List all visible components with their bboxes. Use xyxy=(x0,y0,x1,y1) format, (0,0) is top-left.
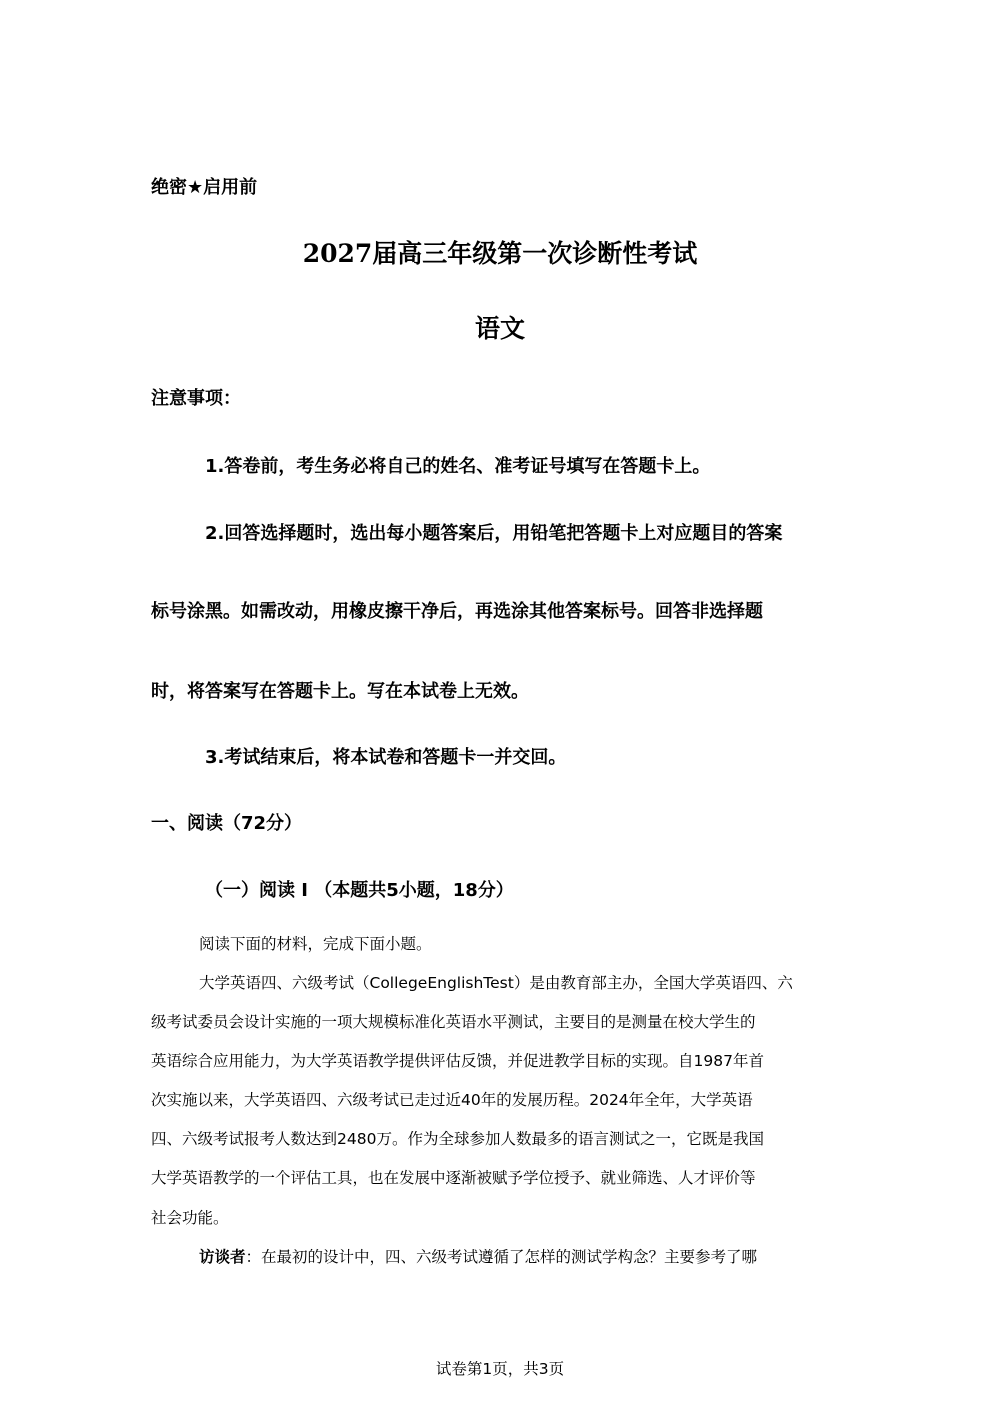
interview-line xyxy=(199,1245,757,1267)
notice-item-1: 1.答卷前，考生务必将自己的姓名、准考证号填写在答题卡上。 xyxy=(205,456,711,477)
passage-line: 大学英语教学的一个评估工具，也在发展中逐渐被赋予学位授予、就业筛选、人才评价等 xyxy=(151,1169,756,1187)
notices-heading: 注意事项： xyxy=(151,388,241,409)
notice-item-2-line-1: 2.回答选择题时，选出每小题答案后，用铅笔把答题卡上对应题目的答案 xyxy=(205,523,783,544)
interview-speaker: 访谈者 xyxy=(199,1248,246,1266)
exam-title: 2027届高三年级第一次诊断性考试 xyxy=(302,239,698,268)
passage-line: 四、六级考试报考人数达到2480万。作为全球参加人数最多的语言测试之一，它既是我国 xyxy=(151,1130,764,1148)
page-footer: 试卷第1页，共3页 xyxy=(435,1360,565,1378)
reading-instruction: 阅读下面的材料，完成下面小题。 xyxy=(199,935,432,953)
notice-item-2-line-2: 标号涂黑。如需改动，用橡皮擦干净后，再选涂其他答案标号。回答非选择题 xyxy=(151,601,763,622)
confidential-label: 绝密★启用前 xyxy=(151,177,258,198)
interview-text: ：在最初的设计中，四、六级考试遵循了怎样的测试学构念？主要参考了哪 xyxy=(245,1248,758,1266)
passage-line: 英语综合应用能力，为大学英语教学提供评估反馈，并促进教学目标的实现。自1987年首 xyxy=(151,1052,764,1070)
subject-title: 语文 xyxy=(474,314,525,343)
passage-line: 社会功能。 xyxy=(151,1209,229,1227)
notice-item-3: 3.考试结束后，将本试卷和答题卡一并交回。 xyxy=(205,747,567,768)
notice-item-2-line-3: 时，将答案写在答题卡上。写在本试卷上无效。 xyxy=(151,681,529,702)
passage-line: 大学英语四、六级考试（CollegeEnglishTest）是由教育部主办，全国大学英语四、六 xyxy=(199,974,793,992)
passage-line: 级考试委员会设计实施的一项大规模标准化英语水平测试，主要目的是测量在校大学生的 xyxy=(151,1013,756,1031)
subsection-heading: （一）阅读 I （本题共5小题，18分） xyxy=(205,880,514,901)
section-heading: 一、阅读（72分） xyxy=(151,813,303,834)
passage-line: 次实施以来，大学英语四、六级考试已走过近40年的发展历程。2024年全年，大学英语 xyxy=(151,1091,753,1109)
